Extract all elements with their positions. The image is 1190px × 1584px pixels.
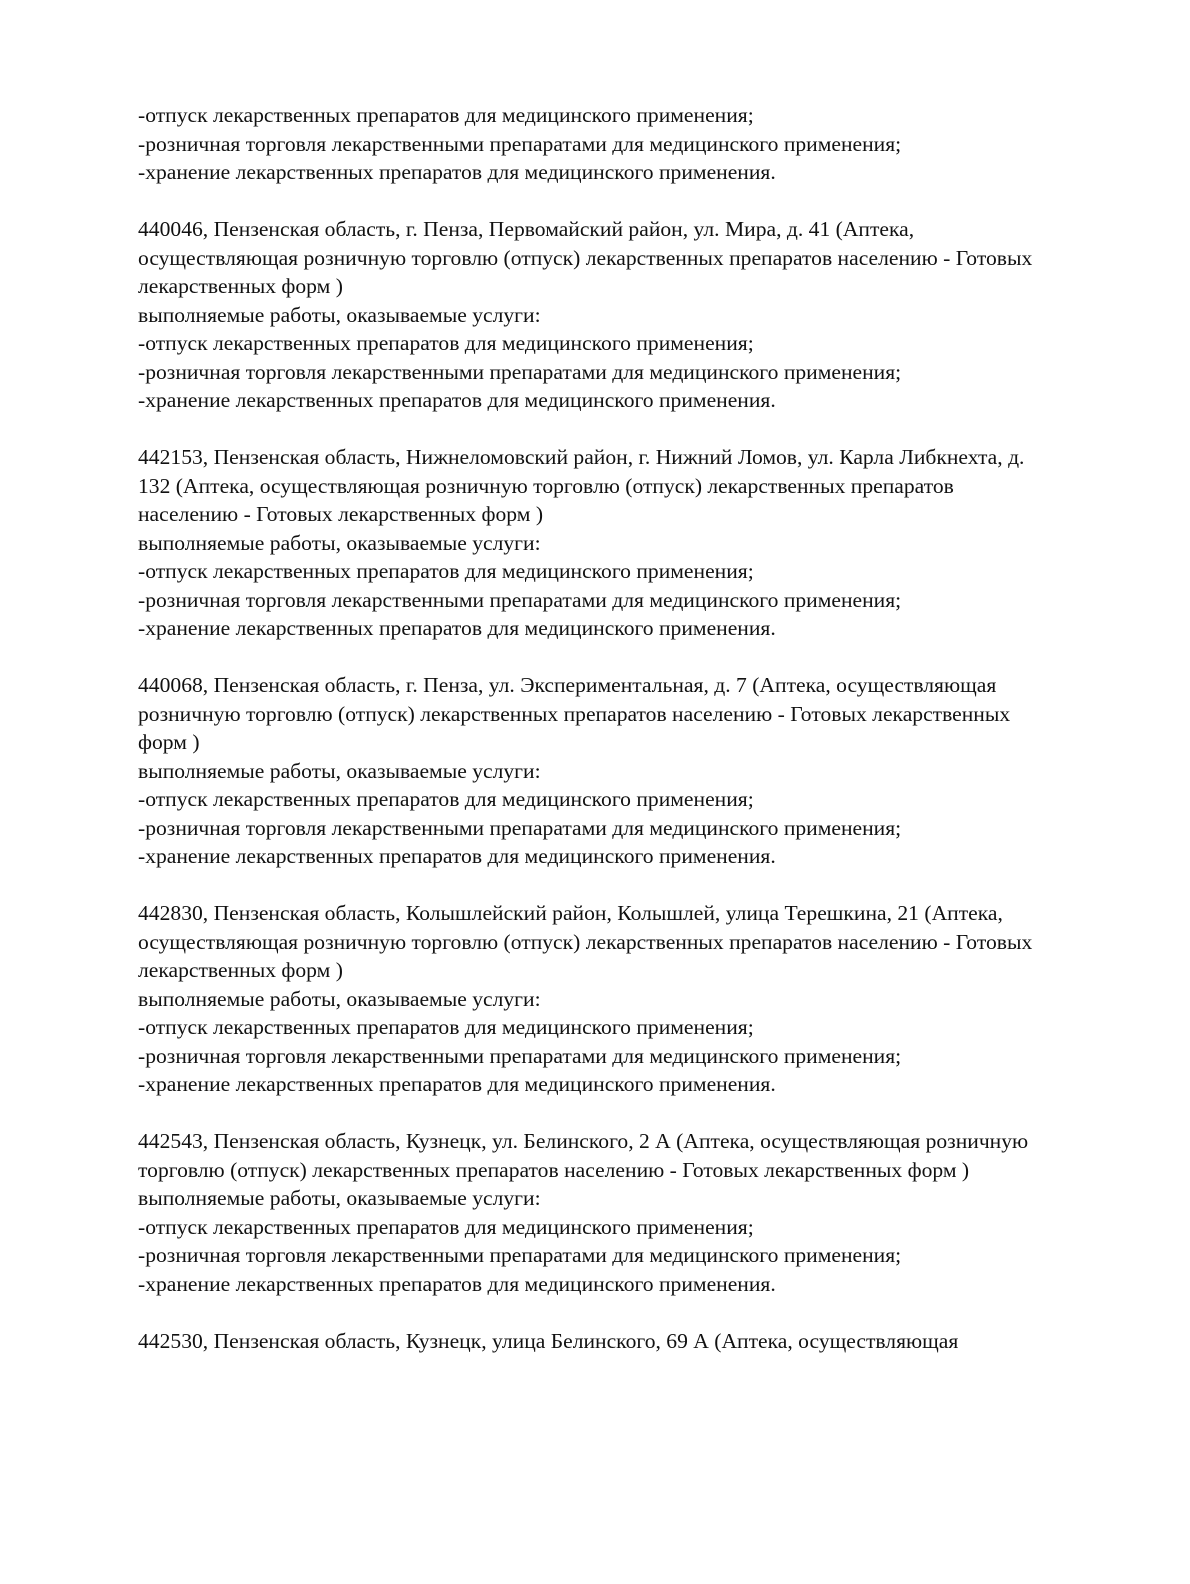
address-line: розничную торговлю (отпуск) лекарственных препаратов населению - Готовых лекарственных	[138, 701, 1011, 726]
service-item: -отпуск лекарственных препаратов для медицинского применения;	[138, 559, 754, 583]
address-line: лекарственных форм )	[138, 274, 343, 298]
paragraph-spacer	[138, 415, 1123, 444]
pharmacy-entry	[138, 215, 1123, 415]
address-line: населению - Готовых лекарственных форм )	[138, 502, 544, 526]
address-line: 442543, Пензенская область, Кузнецк, ул. Белинского, 2 А (Аптека, осуществляющая розничную	[138, 1129, 1029, 1153]
address-line: осуществляющая розничную торговлю (отпуск) лекарственных препаратов населению - Готовых	[138, 929, 1033, 954]
service-item: -розничная торговля лекарственными препаратами для медицинского применения;	[138, 1243, 902, 1267]
service-item: -розничная торговля лекарственными препаратами для медицинского применения;	[138, 359, 902, 384]
service-item: -хранение лекарственных препаратов для медицинского применения.	[138, 160, 776, 184]
service-item: -хранение лекарственных препаратов для медицинского применения.	[138, 388, 776, 412]
services-heading: выполняемые работы, оказываемые услуги:	[138, 758, 541, 783]
paragraph-spacer	[138, 1298, 1123, 1327]
service-item: -розничная торговля лекарственными препаратами для медицинского применения;	[138, 587, 902, 612]
pharmacy-entry	[138, 1127, 1123, 1298]
service-item: -розничная торговля лекарственными препаратами для медицинского применения;	[138, 131, 902, 156]
address-line: лекарственных форм )	[138, 958, 343, 982]
address-line: 442530, Пензенская область, Кузнецк, улица Белинского, 69 А (Аптека, осуществляющая	[138, 1328, 959, 1353]
address-line: 440046, Пензенская область, г. Пенза, Первомайский район, ул. Мира, д. 41 (Аптека,	[138, 217, 915, 241]
service-item: -отпуск лекарственных препаратов для медицинского применения;	[138, 1214, 754, 1239]
pharmacy-entry	[138, 671, 1123, 871]
services-heading: выполняемые работы, оказываемые услуги:	[138, 1186, 541, 1210]
address-line: 442830, Пензенская область, Колышлейский район, Колышлей, улица Терешкина, 21 (Аптека,	[138, 901, 1003, 925]
service-item: -отпуск лекарственных препаратов для медицинского применения;	[138, 787, 754, 811]
paragraph-spacer	[138, 1099, 1123, 1128]
address-line: 442153, Пензенская область, Нижнеломовский район, г. Нижний Ломов, ул. Карла Либкнехта, д.	[138, 445, 1025, 469]
pharmacy-entry-continuation	[138, 101, 1123, 187]
services-heading: выполняемые работы, оказываемые услуги:	[138, 302, 541, 327]
paragraph-spacer	[138, 643, 1123, 672]
service-item: -хранение лекарственных препаратов для медицинского применения.	[138, 1271, 776, 1296]
paragraph-spacer	[138, 871, 1123, 900]
service-item: -отпуск лекарственных препаратов для медицинского применения;	[138, 1015, 754, 1039]
address-line: 440068, Пензенская область, г. Пенза, ул. Экспериментальная, д. 7 (Аптека, осуществляющая	[138, 673, 997, 697]
pharmacy-entry	[138, 1327, 1123, 1356]
address-line: осуществляющая розничную торговлю (отпуск) лекарственных препаратов населению - Готовых	[138, 245, 1033, 270]
paragraph-spacer	[138, 187, 1123, 216]
pharmacy-entry	[138, 443, 1123, 643]
service-item: -хранение лекарственных препаратов для медицинского применения.	[138, 1072, 776, 1096]
services-heading: выполняемые работы, оказываемые услуги:	[138, 986, 541, 1011]
services-heading: выполняемые работы, оказываемые услуги:	[138, 530, 541, 555]
address-line: торговлю (отпуск) лекарственных препаратов населению - Готовых лекарственных форм )	[138, 1157, 970, 1182]
service-item: -отпуск лекарственных препаратов для медицинского применения;	[138, 103, 754, 127]
pharmacy-entry	[138, 899, 1123, 1099]
service-item: -хранение лекарственных препаратов для медицинского применения.	[138, 616, 776, 640]
address-line: форм )	[138, 730, 200, 754]
address-line: 132 (Аптека, осуществляющая розничную торговлю (отпуск) лекарственных препаратов	[138, 473, 954, 498]
service-item: -розничная торговля лекарственными препаратами для медицинского применения;	[138, 815, 902, 840]
service-item: -розничная торговля лекарственными препаратами для медицинского применения;	[138, 1043, 902, 1068]
service-item: -хранение лекарственных препаратов для медицинского применения.	[138, 844, 776, 868]
document-body	[138, 101, 1123, 1355]
service-item: -отпуск лекарственных препаратов для медицинского применения;	[138, 331, 754, 355]
